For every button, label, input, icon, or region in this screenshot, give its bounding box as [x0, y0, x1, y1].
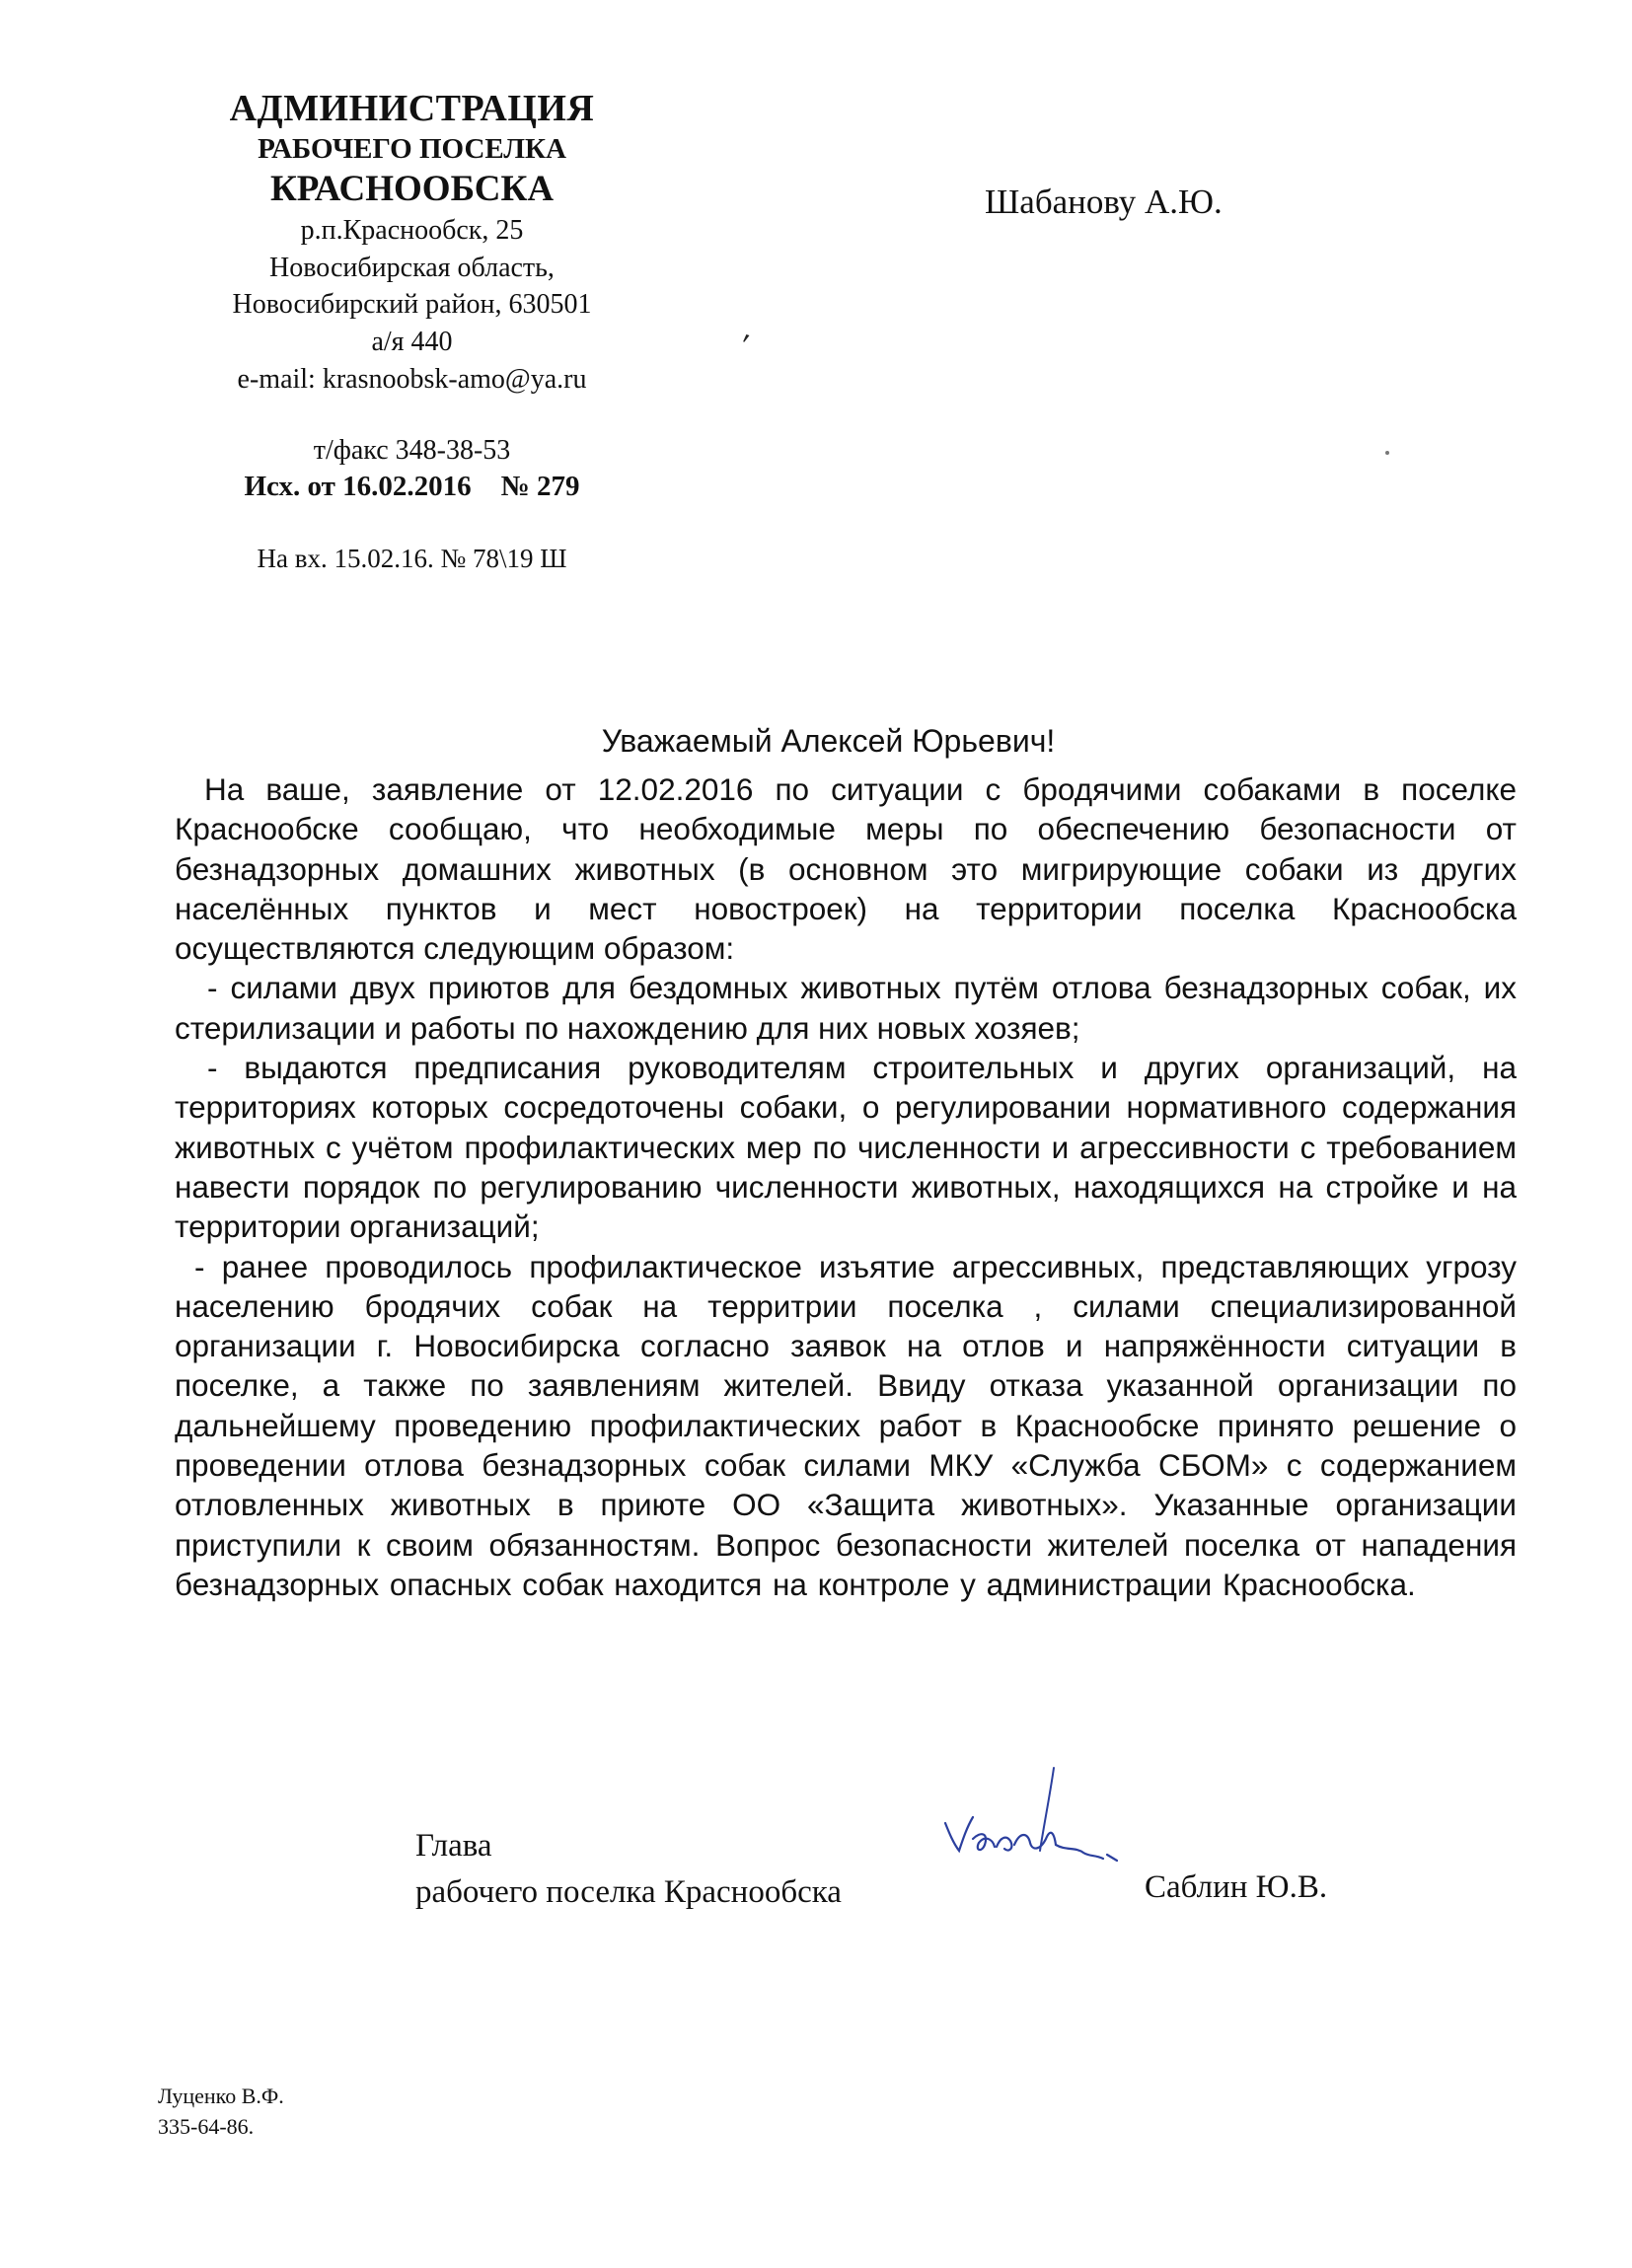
body-paragraph: - выдаются предписания руководителям строительных и других организаций, на территориях которых сосредоточены собаки, о регулировании нормативного содержания животных с учётом профилактических мер по численности и агрессивности с требованием навести порядок по регулированию численности животных, находящихся на стройке и на территории организаций;	[175, 1050, 1517, 1245]
letterhead-org: АДМИНИСТРАЦИЯ	[229, 88, 595, 129]
executor-info	[158, 2082, 284, 2143]
outgoing-number: № 279	[500, 470, 580, 502]
letterhead	[173, 87, 651, 575]
signatory-title-line-2: рабочего поселка Краснообска	[415, 1873, 842, 1910]
signatory-title-line-1: Глава	[415, 1828, 492, 1864]
letterhead-city: КРАСНООБСКА	[269, 169, 555, 210]
body-paragraph: - ранее проводилось профилактическое изъятие агрессивных, представляющих угрозу населению бродячих собак на территрии поселка , силами специализированной организации г. Новосибирска согласно заявок на отлов и напряжённости ситуации в поселке, а также по заявлениям жителей. Ввиду отказа указанной организации по дальнейшему проведению профилактических работ в Краснообске принято решение о проведении отлова безнадзорных собак силами МКУ «Служба СБОМ» с содержанием отловленных животных в приюте ОО «Защита животных». Указанные организации приступили к своим обязанностям. Вопрос безопасности жителей поселка от нападения безнадзорных опасных собак находится на контроле у администрации Краснообска.	[175, 1248, 1517, 1602]
letter-body	[175, 769, 1517, 1604]
outgoing-ref	[173, 470, 651, 504]
pen-mark: ′	[734, 327, 754, 365]
scan-speck	[1385, 451, 1389, 455]
executor-phone: 335-64-86.	[158, 2113, 255, 2139]
letterhead-address-3: Новосибирский район, 630501	[232, 289, 592, 321]
letterhead-po-box: а/я 440	[371, 327, 453, 358]
outgoing-label: Исх. от 16.02.2016	[244, 470, 472, 502]
salutation: Уважаемый Алексей Юрьевич!	[601, 723, 1056, 759]
signatory-title	[415, 1823, 842, 1916]
letterhead-address-1: р.п.Краснообск, 25	[300, 214, 524, 246]
signatory-name: Саблин Ю.В.	[1145, 1869, 1328, 1905]
body-paragraph: На ваше, заявление от 12.02.2016 по ситуации с бродячими собаками в поселке Краснообске сообщаю, что необходимые меры по обеспечению безопасности от безнадзорных домашних животных (в основном это мигрирующие собаки из других населённых пунктов и мест новостроек) на территории поселка Краснообска осуществляются следующим образом:	[175, 771, 1517, 967]
addressee: Шабанову А.Ю.	[985, 183, 1223, 221]
handwritten-signature	[937, 1756, 1125, 1884]
executor-name: Луценко В.Ф.	[158, 2084, 284, 2108]
letterhead-phone: т/факс 348-38-53	[313, 434, 511, 466]
letterhead-sub: РАБОЧЕГО ПОСЕЛКА	[258, 132, 566, 165]
letterhead-address-2: Новосибирская область,	[269, 252, 555, 283]
body-paragraph: - силами двух приютов для бездомных животных путём отлова безнадзорных собак, их стерилизации и работы по нахождению для них новых хозяев;	[175, 970, 1517, 1046]
incoming-ref: На вх. 15.02.16. № 78\19 Ш	[257, 544, 567, 574]
letterhead-email: e-mail: krasnoobsk-amo@ya.ru	[237, 363, 587, 395]
